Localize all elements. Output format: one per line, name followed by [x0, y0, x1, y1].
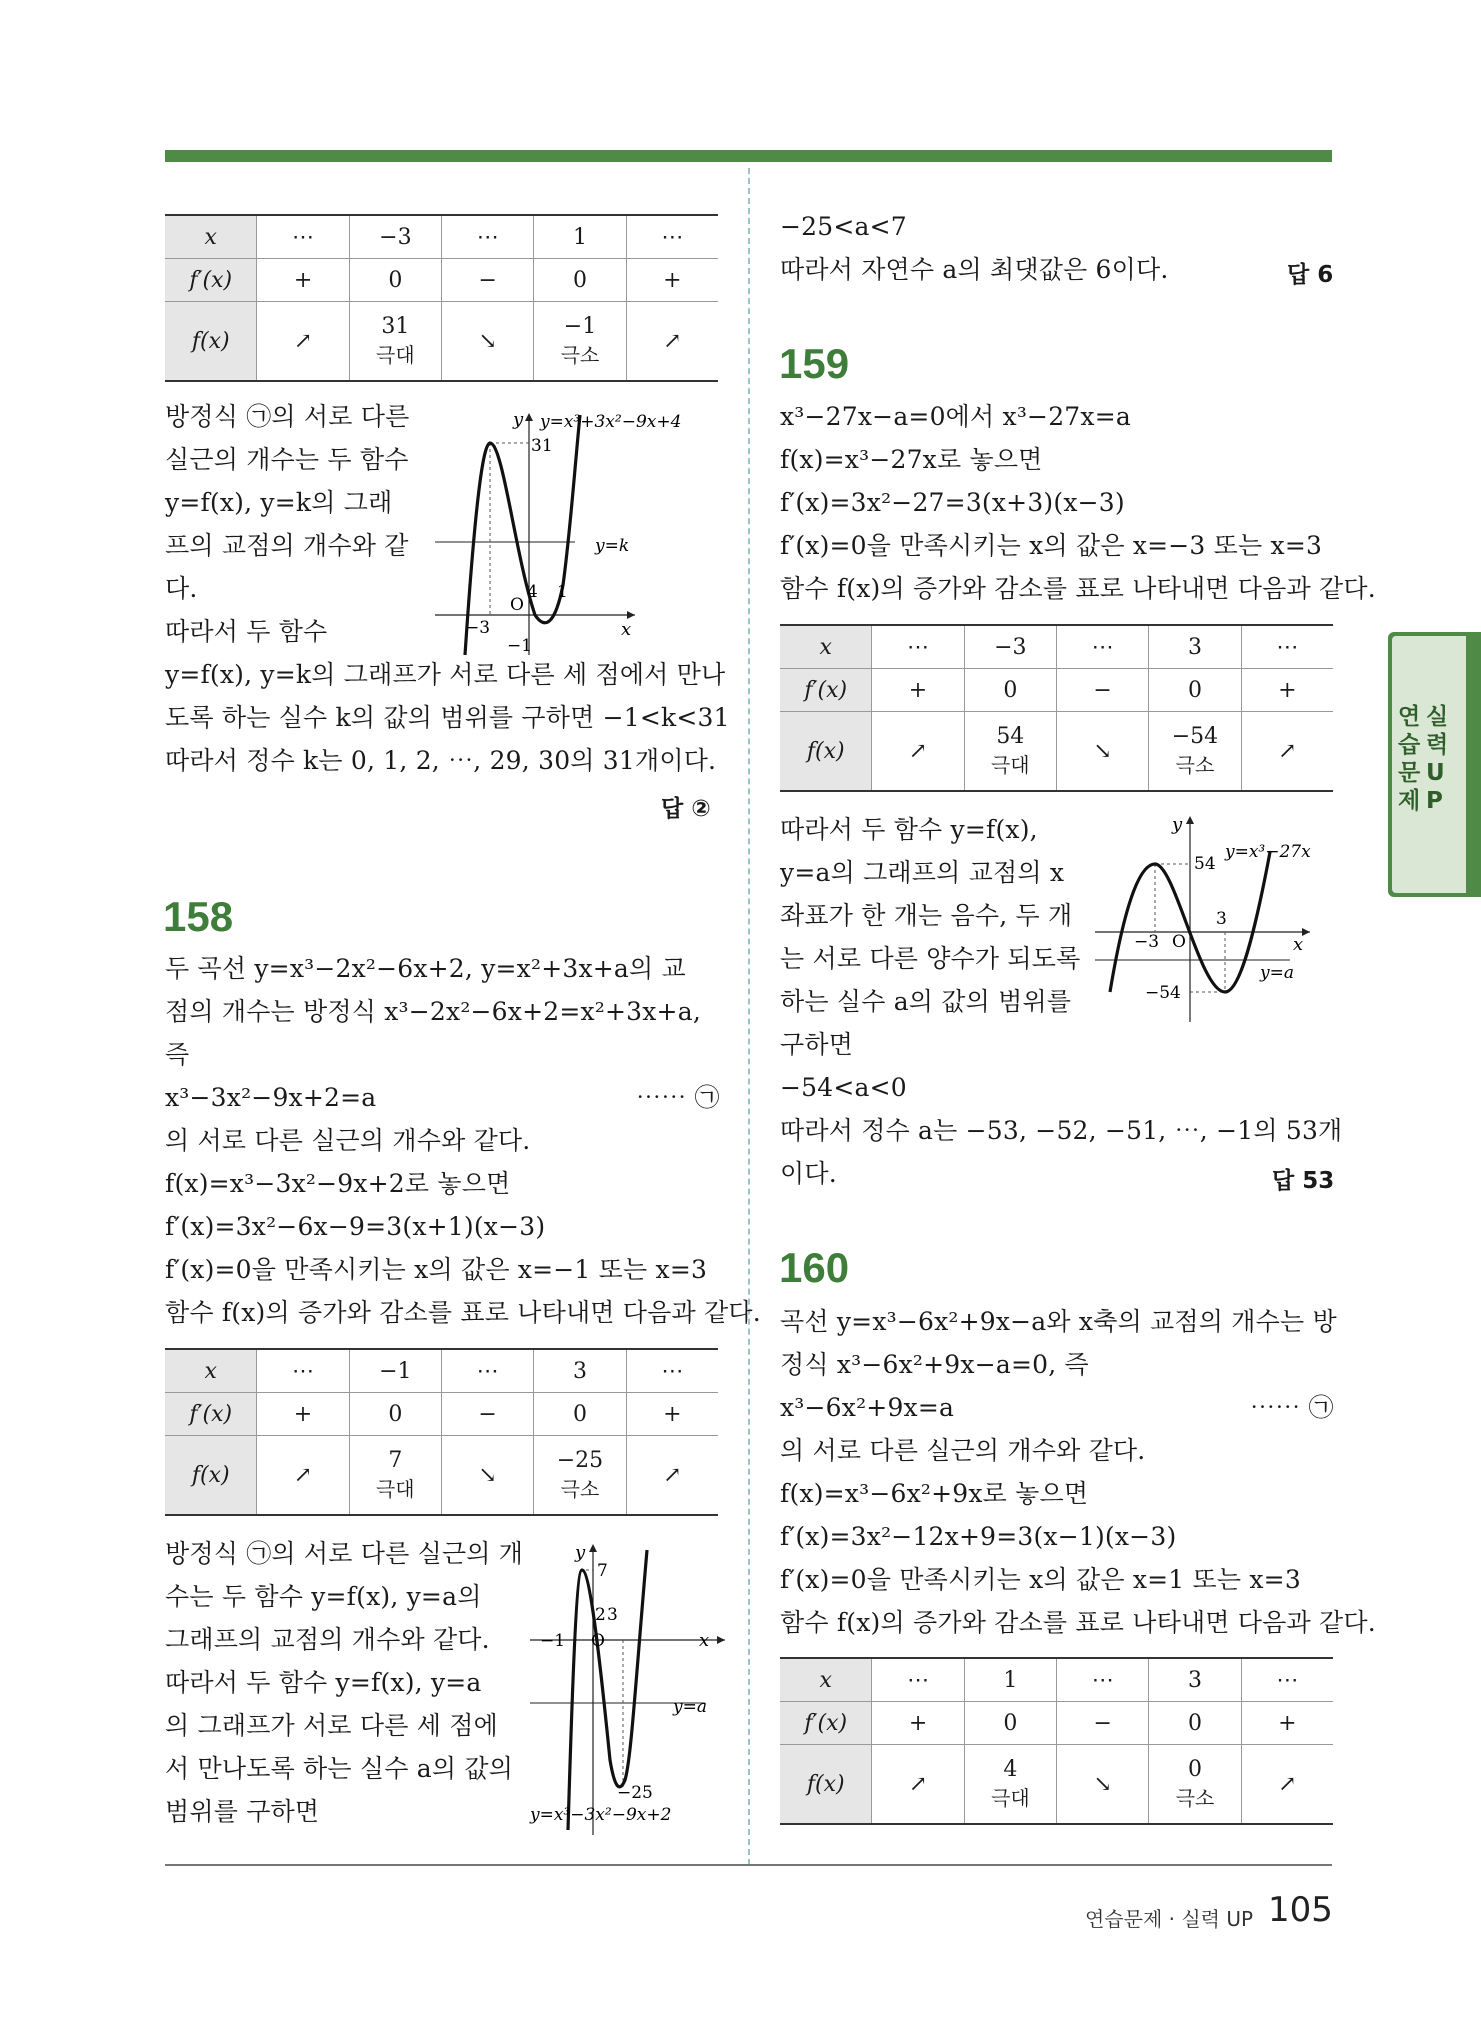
side-tab-char: 습	[1398, 732, 1421, 758]
table-cell	[441, 1393, 533, 1436]
cell-value: ↗	[1278, 1771, 1297, 1797]
cell-value: 1	[1003, 1667, 1018, 1693]
text-line: 즉	[165, 1040, 190, 1069]
cell-value: 0	[1187, 677, 1202, 703]
text-line: f(x)=x³−27x로 놓으면	[780, 445, 1043, 474]
table-cell	[1241, 1745, 1333, 1825]
table-cell	[780, 1702, 872, 1745]
text-line: 함수 f(x)의 증가와 감소를 표로 나타내면 다음과 같다.	[780, 1608, 1376, 1637]
bottom-rule	[165, 1864, 1332, 1866]
table-cell	[626, 302, 718, 382]
cell-value: ⋯	[1091, 634, 1114, 660]
table-158	[165, 1348, 718, 1516]
cell-value: 0	[1188, 1710, 1203, 1736]
g158-t2: 2	[595, 1605, 606, 1625]
table-row	[780, 625, 1333, 669]
text-line: 서 만나도록 하는 실수 a의 값의	[165, 1754, 514, 1783]
side-tab-col1	[1398, 703, 1420, 815]
text-line: 구하면	[780, 1030, 854, 1059]
solution-158-text	[165, 947, 761, 1334]
cell-value: ⋯	[476, 224, 499, 250]
table-cell	[626, 1349, 718, 1393]
cell-value: −1	[563, 314, 597, 339]
table-cell	[534, 302, 626, 382]
g159-ylabel: y	[1172, 814, 1183, 835]
table-cell	[534, 1436, 627, 1516]
table-cell	[1149, 712, 1242, 792]
text-line: −54<a<0	[780, 1073, 907, 1102]
table-cell	[165, 1436, 257, 1516]
text-line: f′(x)=3x²−6x−9=3(x+1)(x−3)	[165, 1212, 546, 1241]
g157-t31: 31	[531, 436, 553, 456]
table-row	[165, 1393, 718, 1436]
table-row	[165, 1349, 718, 1393]
cell-value: 3	[1188, 1667, 1203, 1693]
text-line: 함수 f(x)의 증가와 감소를 표로 나타내면 다음과 같다.	[165, 1298, 761, 1327]
table-cell	[872, 1658, 964, 1702]
side-tab-char: 제	[1398, 788, 1421, 814]
cell-value: 0	[572, 1401, 587, 1427]
solution-159-text	[780, 395, 1376, 610]
g158-t7: 7	[597, 1561, 608, 1581]
cell-value: x	[204, 1358, 217, 1384]
table-cell	[534, 215, 626, 259]
g159-tm3: −3	[1134, 932, 1160, 952]
extremum-label: 극대	[991, 1786, 1030, 1810]
cell-value: 54	[996, 724, 1025, 749]
g158-curve-label: y=x³−3x²−9x+2	[530, 1805, 672, 1825]
cell-value: +	[663, 1401, 682, 1427]
cell-value: 0	[1188, 1757, 1203, 1782]
cell-value: +	[293, 1401, 313, 1427]
side-tab-char: 연	[1398, 704, 1421, 730]
g159-xlabel: x	[1293, 934, 1304, 955]
text-line: 점의 개수는 방정식 x³−2x²−6x+2=x²+3x+a,	[165, 997, 701, 1026]
problem-number-159: 159	[779, 340, 850, 387]
table-cell	[442, 302, 534, 382]
cell-value: 1	[573, 224, 588, 250]
graph-158	[525, 1540, 725, 1840]
table-cell	[534, 1349, 627, 1393]
table-cell	[780, 1745, 872, 1825]
table-cell	[1056, 669, 1148, 712]
cell-value: ↗	[293, 328, 313, 354]
text-line: f′(x)=3x²−12x+9=3(x−1)(x−3)	[780, 1522, 1177, 1551]
table-row	[165, 302, 718, 382]
text-line: f(x)=x³−6x²+9x로 놓으면	[780, 1479, 1089, 1508]
text-line: x³−6x²+9x=a	[780, 1393, 955, 1422]
side-tab-char: P	[1426, 788, 1443, 814]
solution-158-text-b	[165, 1532, 523, 1833]
cell-value: −	[478, 267, 497, 293]
text-line: 다.	[165, 574, 198, 603]
text-line: 의 그래프가 서로 다른 세 점에	[165, 1711, 498, 1740]
g158-tm25: −25	[617, 1783, 653, 1803]
table-cell	[1056, 625, 1148, 669]
g157-line-label: y=k	[595, 536, 630, 556]
table-cell	[1241, 712, 1333, 792]
table-cell	[1149, 1745, 1241, 1825]
cell-value: ⋯	[661, 224, 684, 250]
table-cell	[442, 215, 534, 259]
marker-158: ⋯⋯ ㉠	[636, 1083, 720, 1112]
cell-value: ⋯	[907, 634, 930, 660]
text-line: 실근의 개수는 두 함수	[165, 445, 409, 474]
g159-curve-label: y=x³−27x	[1225, 842, 1311, 862]
cell-value: 0	[388, 1401, 403, 1427]
graph-157	[435, 405, 725, 660]
text-line: 곡선 y=x³−6x²+9x−a와 x축의 교점의 개수는 방	[780, 1307, 1337, 1336]
table-cell	[349, 215, 441, 259]
table-cell	[1149, 1658, 1241, 1702]
table-cell	[349, 1393, 441, 1436]
text-line: f′(x)=0을 만족시키는 x의 값은 x=−1 또는 x=3	[165, 1255, 708, 1284]
table-cell	[964, 1745, 1056, 1825]
problem-number-158: 158	[163, 893, 234, 940]
table-cell	[165, 302, 257, 382]
text-line: 방정식 ㉠의 서로 다른 실근의 개	[165, 1539, 524, 1568]
table-cell	[165, 1349, 257, 1393]
cell-value: 4	[1003, 1757, 1018, 1782]
cell-value: −	[1093, 677, 1112, 703]
cell-value: f′(x)	[189, 267, 233, 293]
table-cell	[964, 625, 1056, 669]
text-line: 정식 x³−6x²+9x−a=0, 즉	[780, 1350, 1089, 1379]
table-cell	[257, 302, 349, 382]
cell-value: ↗	[663, 328, 682, 354]
extremum-label: 극소	[1175, 753, 1215, 777]
text-line: y=f(x), y=k의 그래	[165, 488, 393, 517]
text-line: f′(x)=3x²−27=3(x+3)(x−3)	[780, 488, 1125, 517]
cell-value: f(x)	[191, 328, 230, 354]
cell-value: −25	[556, 1448, 604, 1473]
cell-value: x	[819, 634, 832, 660]
table-159	[780, 624, 1333, 792]
extremum-label: 극소	[560, 1477, 600, 1501]
table-cell	[1057, 1702, 1149, 1745]
table-cell	[872, 712, 964, 792]
cell-value: −	[478, 1401, 497, 1427]
g157-t4: 4	[527, 582, 538, 602]
table-row	[780, 712, 1333, 792]
text-line: 도록 하는 실수 k의 값의 범위를 구하면 −1<k<31	[165, 703, 730, 732]
table-cell	[964, 1658, 1056, 1702]
g158-o: O	[591, 1631, 605, 1651]
cell-value: 7	[388, 1448, 403, 1473]
g157-curve-label: y=x³+3x²−9x+4	[540, 412, 682, 432]
cell-value: ⋯	[1276, 634, 1299, 660]
cell-value: f(x)	[806, 738, 845, 764]
cell-value: ↗	[293, 1462, 313, 1488]
cell-value: ↘	[478, 328, 497, 354]
cell-value: ↗	[908, 1771, 928, 1797]
answer-159: 답 53	[1272, 1168, 1335, 1194]
cell-value: −3	[379, 224, 412, 250]
text-line: 프의 교점의 개수와 같	[165, 531, 409, 560]
cell-value: x	[204, 224, 217, 250]
text-line: x³−3x²−9x+2=a	[165, 1083, 377, 1112]
extremum-label: 극대	[375, 1477, 415, 1501]
cell-value: x	[819, 1667, 832, 1693]
table-160	[780, 1657, 1333, 1825]
table-cell	[165, 215, 257, 259]
cell-value: ⋯	[907, 1667, 930, 1693]
g158-ylabel: y	[575, 1542, 586, 1563]
cell-value: 0	[1003, 677, 1018, 703]
answer-157: 답 ②	[661, 796, 711, 822]
table-cell	[257, 259, 349, 302]
cell-value: −3	[994, 634, 1027, 660]
cell-value: f′(x)	[804, 1710, 848, 1736]
cell-value: ⋯	[1276, 1667, 1299, 1693]
cell-value: +	[908, 677, 928, 703]
text-line: 따라서 두 함수 y=f(x), y=a	[165, 1668, 482, 1697]
g158-line-label: y=a	[673, 1697, 707, 1717]
table-cell	[534, 1393, 627, 1436]
text-line: 방정식 ㉠의 서로 다른	[165, 402, 410, 431]
table-cell	[1241, 1702, 1333, 1745]
cell-value: ↘	[478, 1462, 497, 1488]
cell-value: +	[1278, 1710, 1297, 1736]
text-line: 그래프의 교점의 개수와 같다.	[165, 1625, 490, 1654]
table-cell	[1056, 712, 1148, 792]
table-cell	[780, 625, 872, 669]
table-row	[165, 215, 718, 259]
text-line: 함수 f(x)의 증가와 감소를 표로 나타내면 다음과 같다.	[780, 574, 1376, 603]
g159-t54: 54	[1194, 854, 1216, 874]
g157-ylabel: y	[513, 409, 524, 430]
cell-value: 0	[388, 267, 403, 293]
cell-value: 31	[381, 314, 410, 339]
table-cell	[626, 259, 718, 302]
g157-t1: 1	[557, 582, 568, 602]
side-tab-col2	[1426, 703, 1448, 815]
text-line: 수는 두 함수 y=f(x), y=a의	[165, 1582, 482, 1611]
g158-xlabel: x	[699, 1630, 710, 1651]
g157-tm1: −1	[507, 636, 533, 656]
solution-160-text	[780, 1300, 1376, 1644]
text-line: 따라서 정수 a는 −53, −52, −51, ⋯, −1의 53개	[780, 1116, 1343, 1145]
table-cell	[626, 1393, 718, 1436]
g157-tm3: −3	[465, 618, 491, 638]
text-line: 두 곡선 y=x³−2x²−6x+2, y=x²+3x+a의 교	[165, 954, 686, 983]
text-line: 따라서 정수 k는 0, 1, 2, ⋯, 29, 30의 31개이다.	[165, 746, 717, 775]
table-row	[165, 259, 718, 302]
table-cell	[257, 1436, 349, 1516]
g157-xlabel: x	[621, 619, 632, 640]
table-row	[780, 1702, 1333, 1745]
text-line: 이다.	[780, 1159, 837, 1188]
table-cell	[1149, 1702, 1241, 1745]
table-cell	[872, 1745, 964, 1825]
answer-158: 답 6	[1287, 262, 1334, 288]
graph-159	[1090, 812, 1335, 1032]
page-number: 105	[1268, 1890, 1333, 1930]
cell-value: ↘	[1093, 738, 1112, 764]
table-cell	[349, 259, 441, 302]
cell-value: −	[1093, 1710, 1112, 1736]
cell-value: f(x)	[806, 1771, 845, 1797]
table-cell	[1057, 1658, 1149, 1702]
cell-value: ⋯	[476, 1358, 499, 1384]
cell-value: ↗	[1278, 738, 1297, 764]
table-cell	[964, 712, 1056, 792]
g158-t3: 3	[607, 1605, 618, 1625]
table-cell	[257, 1393, 349, 1436]
side-tab-char: 실	[1426, 704, 1449, 730]
table-row	[165, 1436, 718, 1516]
table-cell	[534, 259, 626, 302]
text-line: 의 서로 다른 실근의 개수와 같다.	[165, 1126, 531, 1155]
text-line: 의 서로 다른 실근의 개수와 같다.	[780, 1436, 1146, 1465]
extremum-label: 극소	[1175, 1786, 1215, 1810]
cell-value: ↘	[1093, 1771, 1112, 1797]
cell-value: −1	[379, 1358, 412, 1384]
text-line: f′(x)=0을 만족시키는 x의 값은 x=−3 또는 x=3	[780, 531, 1323, 560]
table-cell	[1057, 1745, 1149, 1825]
g159-tm54: −54	[1145, 983, 1181, 1003]
cell-value: +	[293, 267, 313, 293]
text-line: f′(x)=0을 만족시키는 x의 값은 x=1 또는 x=3	[780, 1565, 1301, 1594]
table-row	[780, 1658, 1333, 1702]
solution-158-text-c	[780, 205, 1169, 291]
table-157	[165, 214, 718, 382]
table-cell	[780, 712, 872, 792]
cell-value: ↗	[908, 738, 928, 764]
extremum-label: 극대	[376, 343, 415, 367]
g159-o: O	[1172, 932, 1186, 952]
text-line: f(x)=x³−3x²−9x+2로 놓으면	[165, 1169, 511, 1198]
table-cell	[964, 1702, 1056, 1745]
g157-o: O	[510, 595, 524, 615]
cell-value: ↗	[663, 1462, 682, 1488]
text-line: y=f(x), y=k의 그래프가 서로 다른 세 점에서 만나	[165, 660, 726, 689]
text-line: 따라서 두 함수	[165, 617, 328, 646]
table-cell	[1149, 625, 1242, 669]
g159-t3: 3	[1216, 909, 1227, 929]
cell-value: f′(x)	[189, 1401, 233, 1427]
text-line: y=a의 그래프의 교점의 x	[780, 858, 1065, 887]
cell-value: 0	[1003, 1710, 1018, 1736]
cell-value: 3	[572, 1358, 587, 1384]
text-line: −25<a<7	[780, 212, 907, 241]
text-line: 따라서 자연수 a의 최댓값은 6이다.	[780, 255, 1169, 284]
text-line: 하는 실수 a의 값의 범위를	[780, 987, 1072, 1016]
cell-value: ⋯	[661, 1358, 684, 1384]
table-cell	[349, 302, 441, 382]
cell-value: −54	[1171, 724, 1219, 749]
g158-tm1: −1	[540, 1631, 566, 1651]
side-tab-char: U	[1426, 760, 1445, 786]
cell-value: ⋯	[1091, 1667, 1114, 1693]
cell-value: +	[1278, 677, 1297, 703]
top-accent-bar	[165, 150, 1332, 162]
side-tab-char: 력	[1426, 732, 1449, 758]
footer-section-label: 연습문제 · 실력 UP	[1085, 1907, 1254, 1931]
table-cell	[780, 1658, 872, 1702]
cell-value: f′(x)	[804, 677, 848, 703]
cell-value: +	[663, 267, 682, 293]
text-line: 좌표가 한 개는 음수, 두 개	[780, 901, 1073, 930]
table-cell	[872, 1702, 964, 1745]
cell-value: ⋯	[292, 224, 315, 250]
extremum-label: 극대	[990, 753, 1030, 777]
problem-number-160: 160	[779, 1244, 850, 1291]
cell-value: f(x)	[191, 1462, 230, 1488]
text-line: x³−27x−a=0에서 x³−27x=a	[780, 402, 1131, 431]
marker-160: ⋯⋯ ㉠	[1250, 1393, 1334, 1422]
table-cell	[349, 1436, 441, 1516]
table-cell	[626, 215, 718, 259]
table-cell	[872, 669, 964, 712]
cell-value: +	[908, 1710, 928, 1736]
table-row	[780, 669, 1333, 712]
table-cell	[964, 669, 1056, 712]
table-cell	[441, 1436, 533, 1516]
cell-value: 0	[573, 267, 588, 293]
table-cell	[257, 1349, 349, 1393]
table-cell	[1241, 669, 1333, 712]
table-row	[780, 1745, 1333, 1825]
table-cell	[441, 1349, 533, 1393]
text-line: 는 서로 다른 양수가 되도록	[780, 944, 1081, 973]
table-cell	[165, 1393, 257, 1436]
text-line: 따라서 두 함수 y=f(x),	[780, 815, 1038, 844]
table-cell	[780, 669, 872, 712]
side-tab-char: 문	[1398, 760, 1421, 786]
cell-value: 3	[1187, 634, 1202, 660]
table-cell	[1241, 1658, 1333, 1702]
cell-value: ⋯	[292, 1358, 315, 1384]
table-cell	[257, 215, 349, 259]
table-cell	[872, 625, 964, 669]
table-cell	[1241, 625, 1333, 669]
table-cell	[442, 259, 534, 302]
table-cell	[626, 1436, 718, 1516]
table-cell	[349, 1349, 441, 1393]
text-line: 범위를 구하면	[165, 1797, 320, 1826]
table-cell	[165, 259, 257, 302]
extremum-label: 극소	[560, 343, 600, 367]
table-cell	[1149, 669, 1242, 712]
g159-line-label: y=a	[1260, 963, 1294, 983]
